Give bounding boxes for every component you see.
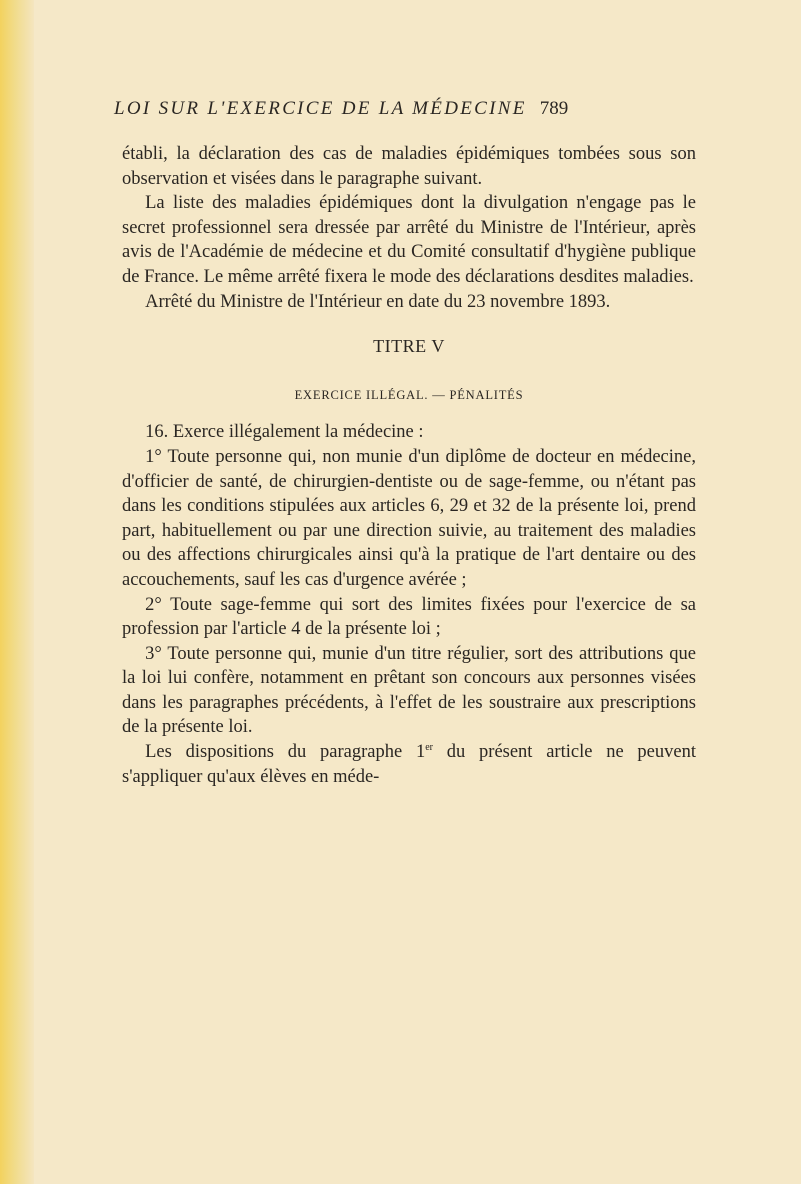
ordinal-superscript: er — [425, 741, 433, 753]
item-text: Toute sage-femme qui sort des limites fixées pour l'exercice de sa profession par l'article 4 de la présente loi ; — [122, 594, 696, 640]
article-item-2 — [122, 593, 696, 642]
article-item-1 — [122, 445, 696, 593]
article-closing — [122, 740, 696, 789]
running-title: LOI SUR L'EXERCICE DE LA MÉDECINE — [114, 98, 527, 119]
paper-edge — [0, 0, 34, 1184]
page-body — [122, 142, 696, 789]
section-subtitle: EXERCICE ILLÉGAL. — PÉNALITÉS — [294, 387, 524, 402]
paragraph-decree: Arrêté du Ministre de l'Intérieur en date du 23 novembre 1893. — [145, 291, 611, 312]
closing-text-start: Les dispositions du paragraphe 1 — [145, 742, 426, 763]
paragraph-continuation: établi, la déclaration des cas de maladies épidémiques tombées sous son observation et visées dans le paragraphe suivant. — [122, 144, 696, 189]
running-header — [114, 98, 714, 120]
page-number: 789 — [539, 98, 569, 119]
item-marker: 1° — [145, 446, 162, 467]
item-text: Toute personne qui, munie d'un titre régulier, sort des attributions que la loi lui confère, notamment en prêtant son concours aux personnes visées dans les paragraphes précédents, à l'effet de les soustraire aux prescriptions de la présente loi. — [122, 643, 696, 738]
closing-text-end: du présent article ne peuvent s'appliquer qu'aux élèves en méde- — [122, 742, 696, 787]
paragraph-epidemic-list: La liste des maladies épidémiques dont la divulgation n'engage pas le secret professionnel sera dressée par arrêté du Ministre de l'Intérieur, après avis de l'Académie de médecine et du Comité consultatif d'hygiène publique de France. Le même arrêté fixera le mode des déclarations desdites maladies. — [122, 193, 696, 287]
item-marker: 3° — [145, 643, 162, 664]
section-title: TITRE V — [373, 336, 445, 357]
item-marker: 2° — [145, 594, 162, 615]
item-text: Toute personne qui, non munie d'un diplôme de docteur en médecine, d'officier de santé, de chirurgien-dentiste ou de sage-femme, ou n'étant pas dans les conditions stipulées aux articles 6, 29 et 32 de la présente loi, prend part, habituellement ou par une direction suivie, au traitement des maladies ou des affections chirurgicales ainsi qu'à la pratique de l'art dentaire ou des accouchements, sauf les cas d'urgence avérée ; — [122, 446, 696, 590]
article-item-3 — [122, 642, 696, 740]
article-intro: 16. Exerce illégalement la médecine : — [145, 422, 424, 443]
